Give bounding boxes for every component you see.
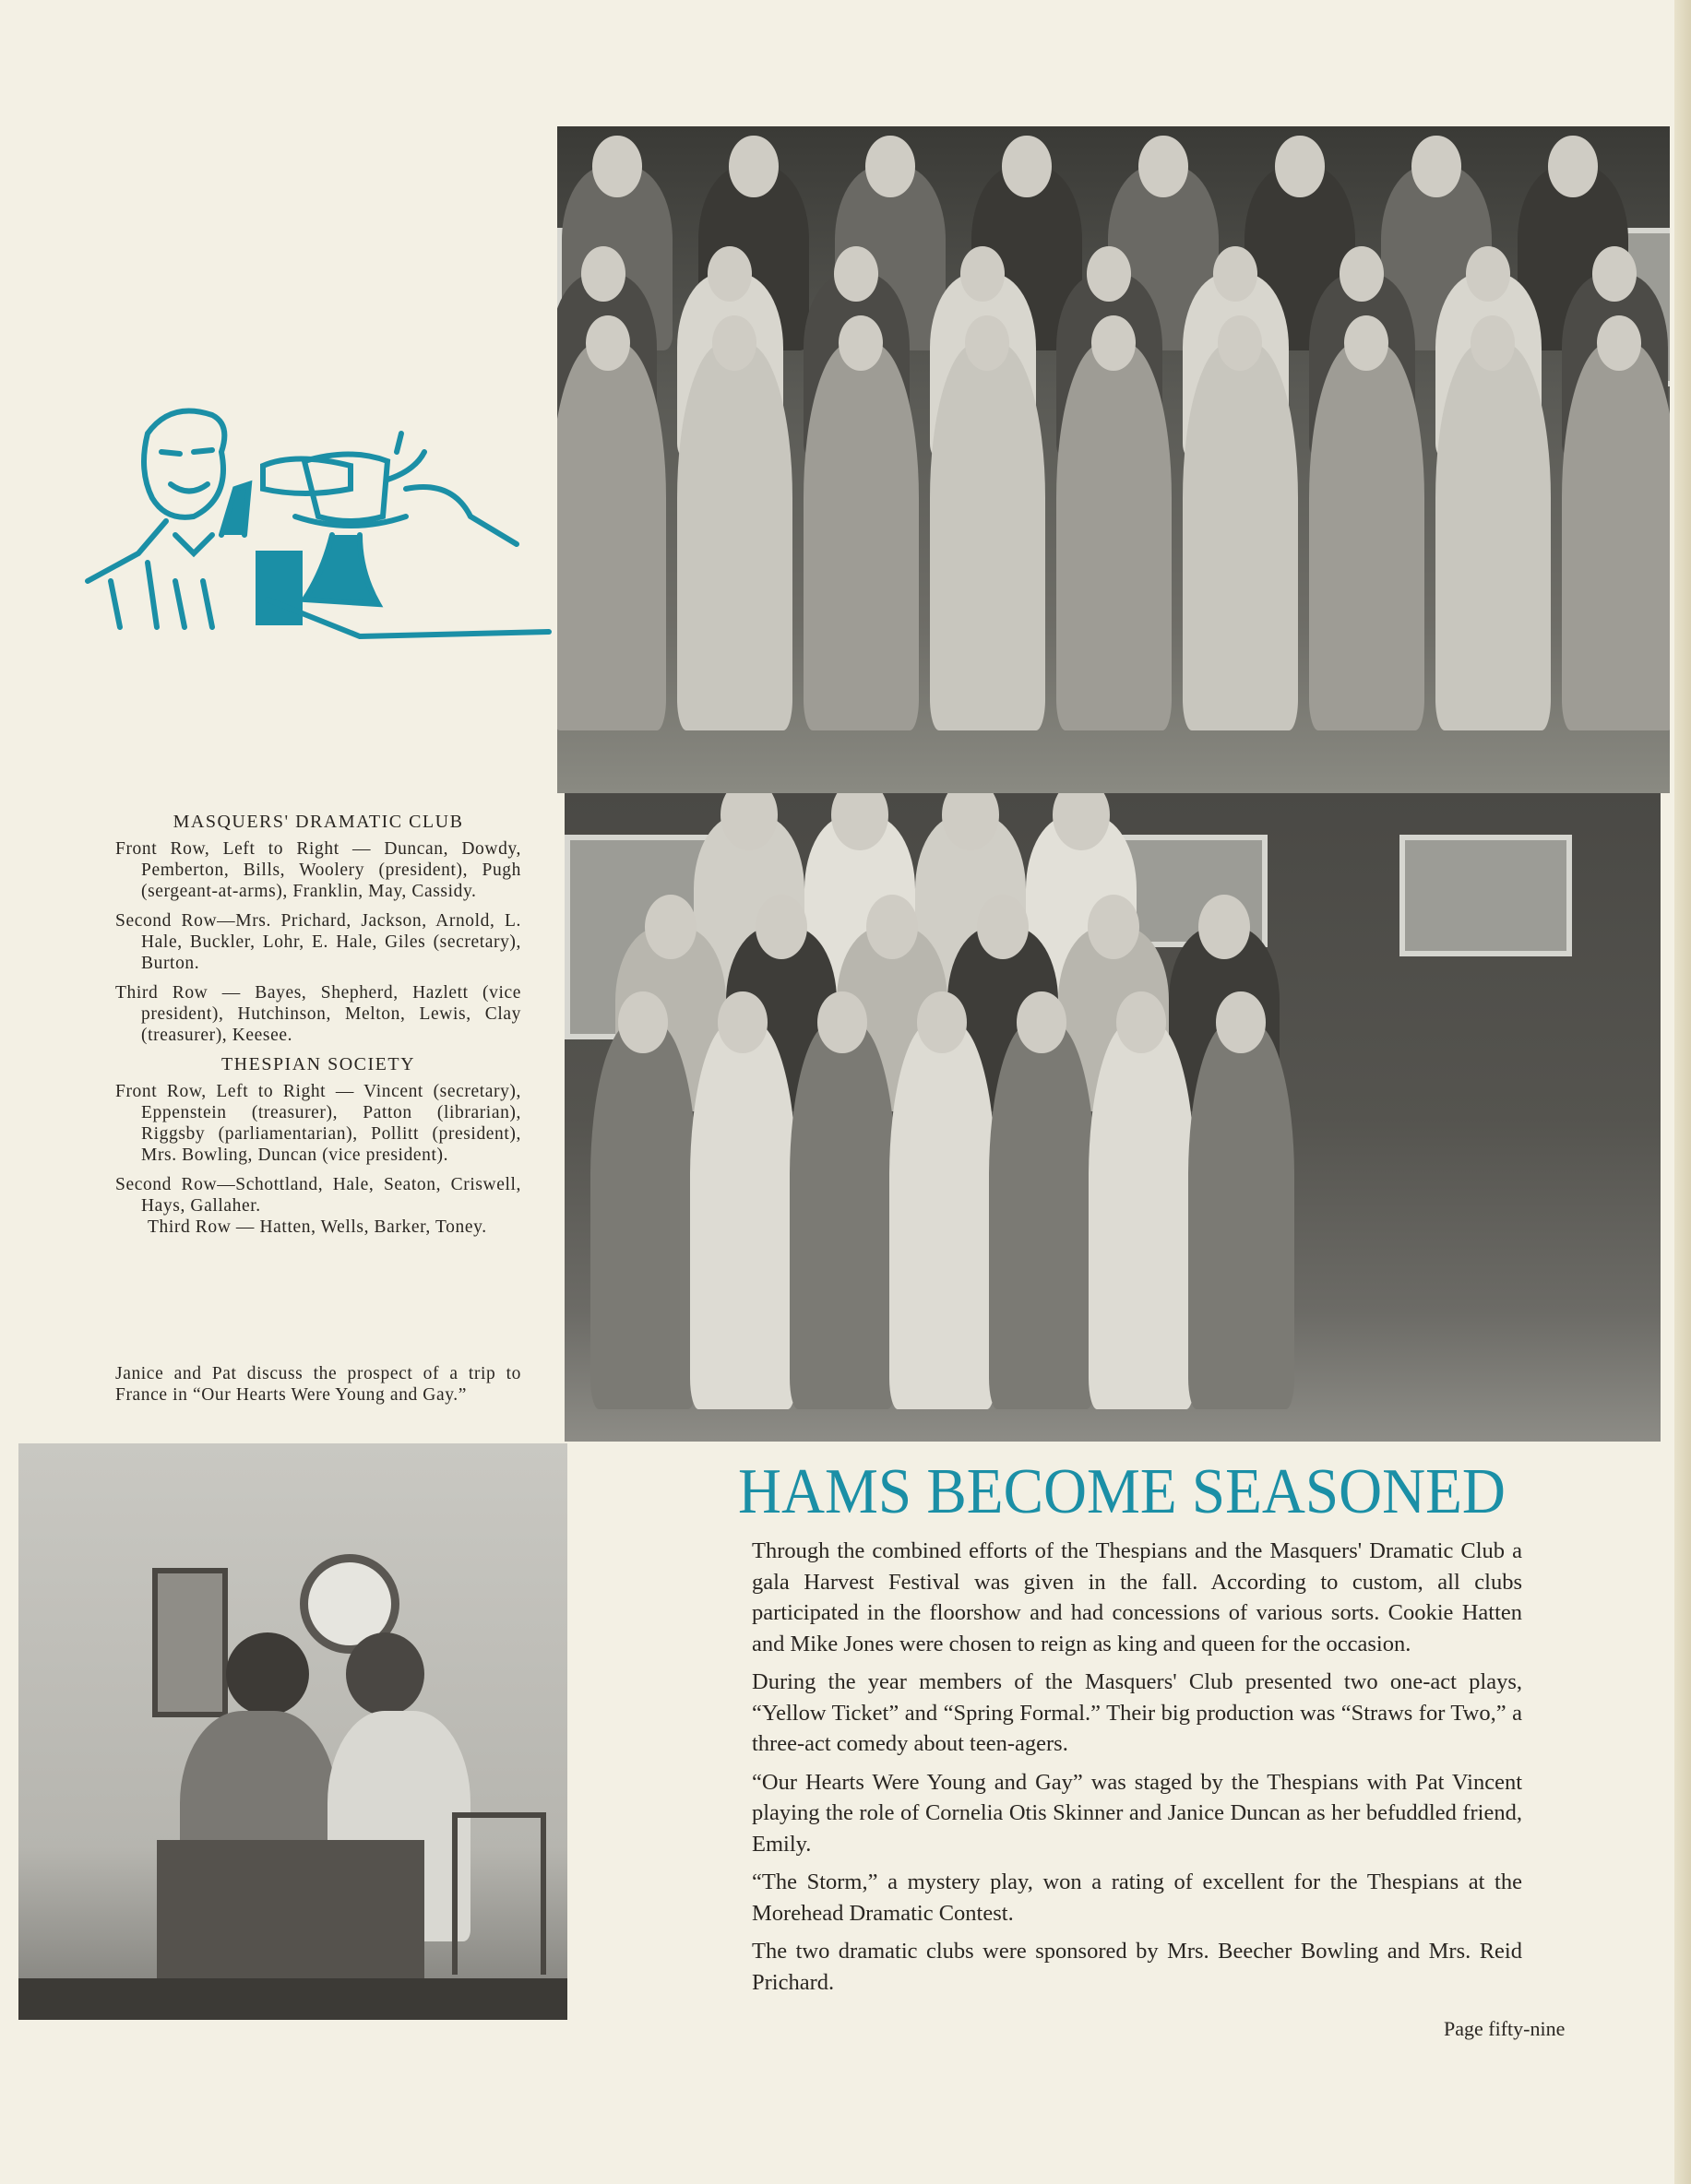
group-members: [557, 126, 1670, 793]
thespian-third-row: Third Row — Hatten, Wells, Barker, Toney.: [148, 1217, 487, 1237]
page-number: Page fifty-nine: [1444, 2017, 1566, 2040]
person-head: [1548, 136, 1597, 197]
person-silhouette: [1089, 1022, 1195, 1409]
masquers-third-row: Third Row — Bayes, Shepherd, Hazlett (vice president), Hutchinson, Melton, Lewis, Clay (treasurer), Keesee.: [115, 983, 521, 1045]
person-head: [1087, 246, 1131, 302]
paragraph: During the year members of the Masquers' Club presented two one-act plays, “Yellow Ticket” and “Spring Formal.” Their big production was “Straws for Two,” a three-act comedy about teen-agers.: [752, 1669, 1522, 1756]
person-silhouette: [889, 1022, 995, 1409]
person-silhouette: [557, 343, 666, 730]
person-silhouette: [1435, 343, 1551, 730]
person-head: [1088, 895, 1139, 959]
person-head: [917, 991, 966, 1053]
stage-scene-photo: [18, 1443, 567, 2020]
person-head: [1002, 136, 1051, 197]
person-head: [1275, 136, 1324, 197]
person-silhouette: [590, 1022, 697, 1409]
person-head: [226, 1632, 309, 1715]
person-head: [581, 246, 625, 302]
person-head: [712, 315, 756, 371]
person-silhouette: [1188, 1022, 1294, 1409]
person-head: [1218, 315, 1262, 371]
chair: [452, 1812, 546, 1975]
person-silhouette: [1309, 343, 1424, 730]
person-head: [866, 895, 918, 959]
person-head: [592, 136, 641, 197]
person-silhouette: [690, 1022, 796, 1409]
person-head: [1340, 246, 1384, 302]
person-head: [346, 1632, 424, 1715]
person-head: [645, 895, 697, 959]
person-silhouette: [790, 1022, 896, 1409]
person-head: [1597, 315, 1641, 371]
article-body: [752, 1536, 1522, 2005]
person-head: [1138, 136, 1187, 197]
group-members: [565, 793, 1661, 1442]
person-head: [965, 315, 1009, 371]
map-tablecloth: [157, 1840, 424, 1978]
person-head: [586, 315, 630, 371]
person-silhouette: [1056, 343, 1172, 730]
person-head: [960, 246, 1005, 302]
person-head: [718, 991, 767, 1053]
person-head: [708, 246, 752, 302]
article-title: HAMS BECOME SEASONED: [738, 1456, 1506, 1527]
thespian-group-photo: [565, 793, 1661, 1442]
mirror: [152, 1568, 228, 1717]
person-silhouette: [989, 1022, 1095, 1409]
person-silhouette: [930, 343, 1045, 730]
person-head: [817, 991, 866, 1053]
person-silhouette: [804, 343, 919, 730]
person-head: [729, 136, 778, 197]
person-head: [839, 315, 883, 371]
person-head: [1466, 246, 1510, 302]
person-head: [1216, 991, 1265, 1053]
thespian-heading: THESPIAN SOCIETY: [220, 1054, 416, 1074]
paragraph: “The Storm,” a mystery play, won a rating of excellent for the Thespians at the Morehead Dramatic Contest.: [752, 1869, 1522, 1926]
person-head: [834, 246, 878, 302]
page-edge: [1674, 0, 1691, 2184]
person-head: [1116, 991, 1165, 1053]
person-head: [865, 136, 914, 197]
masquers-front-row: Front Row, Left to Right — Duncan, Dowdy, Pemberton, Bills, Woolery (president), Pugh (sergeant-at-arms), Franklin, May, Cassidy.: [115, 839, 521, 901]
person-head: [1213, 246, 1257, 302]
person-head: [1344, 315, 1388, 371]
person-head: [1471, 315, 1515, 371]
masquers-second-row: Second Row—Mrs. Prichard, Jackson, Arnold, L. Hale, Buckler, Lohr, E. Hale, Giles (secretary), Burton.: [115, 911, 521, 973]
thespian-second-row: Second Row—Schottland, Hale, Seaton, Criswell, Hays, Gallaher.: [115, 1175, 521, 1216]
club-roster-caption: [115, 812, 521, 1246]
person-head: [618, 991, 667, 1053]
masquers-heading: MASQUERS' DRAMATIC CLUB: [173, 812, 464, 832]
person-head: [1017, 991, 1066, 1053]
person-silhouette: [677, 343, 792, 730]
stage-caption-text: Janice and Pat discuss the prospect of a trip to France in “Our Hearts Were Young and Gay.”: [115, 1364, 521, 1405]
paragraph: Through the combined efforts of the Thespians and the Masquers' Dramatic Club a gala Harvest Festival was given in the fall. According to custom, all clubs participated in the floorshow and had concessions of various sorts. Cookie Hatten and Mike Jones were chosen to reign as king and queen for the occasion.: [752, 1538, 1522, 1656]
person-silhouette: [1183, 343, 1298, 730]
stage-photo-caption: [115, 1363, 521, 1414]
person-head: [1091, 315, 1136, 371]
person-head: [1592, 246, 1637, 302]
person-head: [756, 895, 807, 959]
person-head: [977, 895, 1029, 959]
person-head: [1198, 895, 1250, 959]
person-head: [1411, 136, 1460, 197]
person-silhouette: [1562, 343, 1671, 730]
paragraph: The two dramatic clubs were sponsored by Mrs. Beecher Bowling and Mrs. Reid Prichard.: [752, 1939, 1522, 1995]
paragraph: “Our Hearts Were Young and Gay” was staged by the Thespians with Pat Vincent playing the role of Cornelia Otis Skinner and Janice Duncan as her befuddled friend, Emily.: [752, 1769, 1522, 1857]
masquers-group-photo: [557, 126, 1670, 793]
stage-floor: [18, 1978, 567, 2020]
cartoon-illustration: [83, 397, 554, 646]
thespian-front-row: Front Row, Left to Right — Vincent (secretary), Eppenstein (treasurer), Patton (librarian), Riggsby (parliamentarian), Pollitt (president), Mrs. Bowling, Duncan (vice president).: [115, 1082, 521, 1165]
